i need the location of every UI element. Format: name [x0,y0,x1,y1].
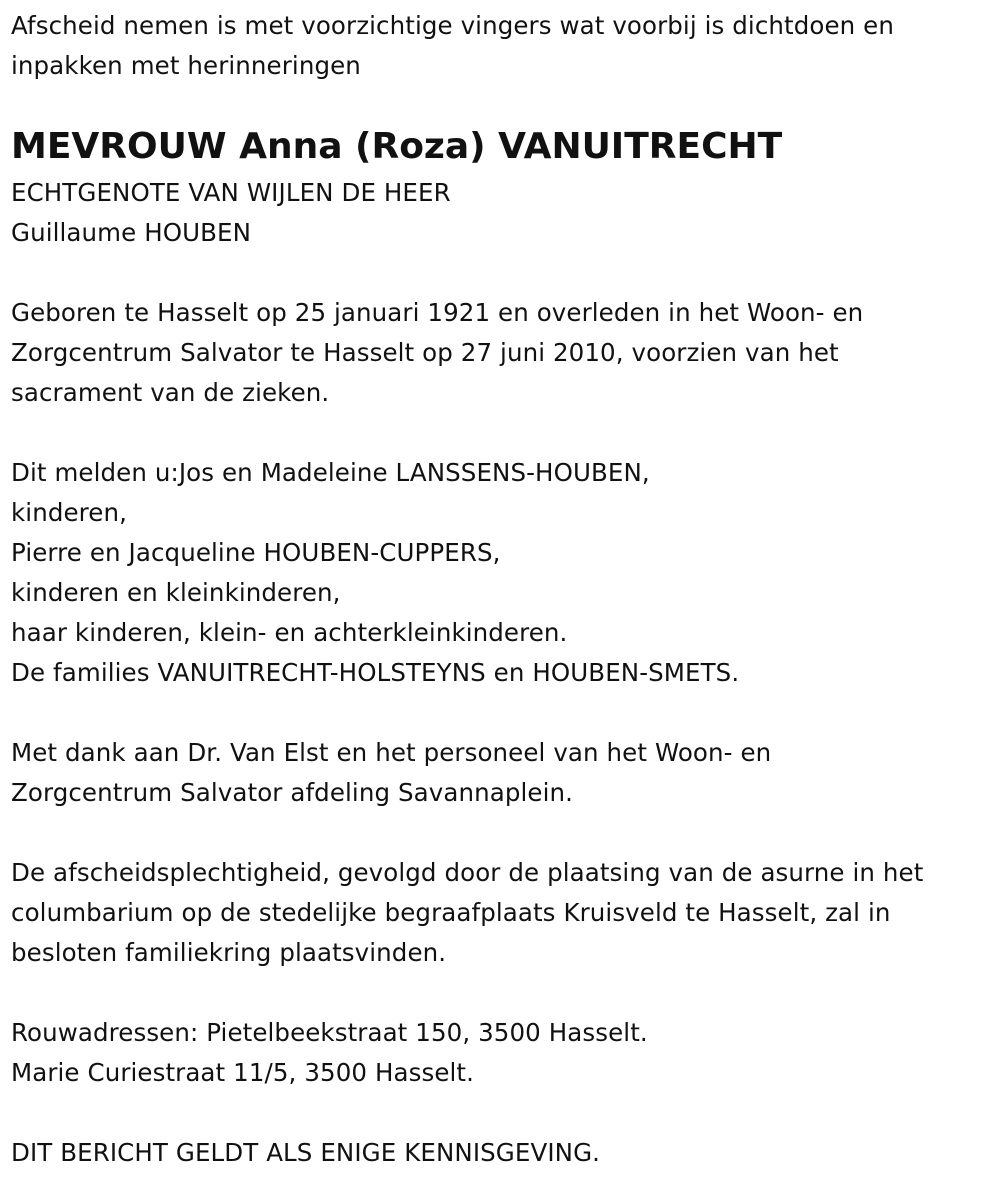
family-line-2: kinderen, [11,498,127,527]
family-line-3: Pierre en Jacqueline HOUBEN-CUPPERS, [11,538,501,567]
address-line-1: Rouwadressen: Pietelbeekstraat 150, 3500 Hasselt. [11,1018,648,1047]
birth-death-line-2: Zorgcentrum Salvator te Hasselt op 27 juni 2010, voorzien van het [11,338,839,367]
birth-death-line-1: Geboren te Hasselt op 25 januari 1921 en overleden in het Woon- en [11,298,864,327]
family-line-6: De families VANUITRECHT-HOLSTEYNS en HOUBEN-SMETS. [11,658,740,687]
family-line-1: Dit melden u:Jos en Madeleine LANSSENS-HOUBEN, [11,458,650,487]
deceased-name: MEVROUW Anna (Roza) VANUITRECHT [11,126,783,167]
family-line-5: haar kinderen, klein- en achterkleinkinderen. [11,618,568,647]
ceremony-line-2: columbarium op de stedelijke begraafplaats Kruisveld te Hasselt, zal in [11,898,891,927]
address-line-2: Marie Curiestraat 11/5, 3500 Hasselt. [11,1058,475,1087]
notice-footer: DIT BERICHT GELDT ALS ENIGE KENNISGEVING. [11,1138,601,1167]
thanks-line-1: Met dank aan Dr. Van Elst en het personeel van het Woon- en [11,738,772,767]
spouse-name: Guillaume HOUBEN [11,218,252,247]
ceremony-line-1: De afscheidsplechtigheid, gevolgd door de plaatsing van de asurne in het [11,858,924,887]
birth-death-line-3: sacrament van de zieken. [11,378,330,407]
ceremony-line-3: besloten familiekring plaatsvinden. [11,938,447,967]
intro-line-2: inpakken met herinneringen [11,51,361,80]
spouse-title: ECHTGENOTE VAN WIJLEN DE HEER [11,178,451,207]
intro-line-1: Afscheid nemen is met voorzichtige vingers wat voorbij is dichtdoen en [11,11,894,40]
family-line-4: kinderen en kleinkinderen, [11,578,341,607]
thanks-line-2: Zorgcentrum Salvator afdeling Savannaplein. [11,778,573,807]
